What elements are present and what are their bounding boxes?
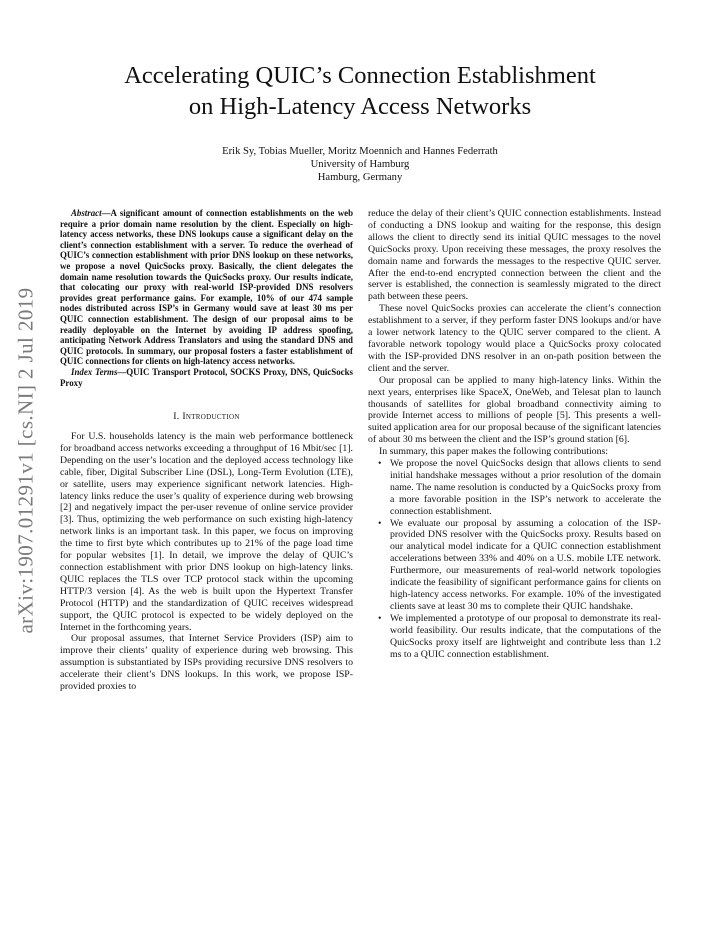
author-block (60, 145, 660, 184)
list-item-text: We implemented a prototype of our proposal to demonstrate its real-world feasibility. Our results indicate, that the computations of the QuicSocks proxy itself are lightweight and contribute less than 1.2 ms to a QUIC connection establishment. (390, 612, 661, 660)
list-item-text: We evaluate our proposal by assuming a colocation of the ISP-provided DNS resolver with the QuicSocks proxy. Results based on our analytical model indicate for a QUIC connection establishment accelerations between 33% and 40% on a U.S. mobile LTE network. Furthermore, our measurements of real-world network topologies indicate the feasibility of significant performance gains for clients on high-latency access networks. For example. 10% of the investigated clients save at least 30 ms to complete their QUIC handshake. (390, 517, 661, 612)
list-item-text: We propose the novel QuicSocks design that allows clients to send initial handshake messages without a prior resolution of the domain name. The name resolution is conducted by a QuicSocks proxy from a more favorable position in the ISP’s network to accelerate the connection establishment. (390, 458, 661, 517)
author-names: Erik Sy, Tobias Mueller, Moritz Moennich and Hannes Federrath (222, 146, 498, 157)
list-item (368, 458, 661, 518)
author-location: Hamburg, Germany (317, 172, 403, 183)
paper-title (60, 60, 660, 122)
right-column (368, 208, 661, 660)
intro-paragraph-4: These novel QuicSocks proxies can accelerate the client’s connection establishment to a server, if they perform faster DNS lookups and/or have a lower network latency to the QUIC server compared to the client. A favorable network topology would place a QuicSocks proxy colocated with the ISP-provided DNS resolver in an on-path position between the client and the server. (368, 303, 661, 374)
abstract-text: —A significant amount of connection establishments on the web require a prior domain name resolution by the client. Especially on high-latency access networks, these DNS lookups cause a significant delay on the client’s connection establishment with a server. To reduce the overhead of QUIC’s connection establishment with prior DNS lookup on these networks, we propose a novel QuicSocks proxy. Basically, the client delegates the domain name resolution towards the QuicSocks proxy. Our results indicate, that colocating our proxy with real-world ISP-provided DNS resolvers provides great performance gains. For example, 10% of our 474 sample nodes distributed across ISP’s in Germany would save at least 30 ms per QUIC connection establishment. The design of our proposal aims to be readily deployable on the Internet by avoiding IP address spoofing, anticipating Network Address Translators and using the standard DNS and QUIC protocols. In summary, our proposal fosters a faster establishment of QUIC connections for clients on high-latency access networks. (60, 208, 353, 367)
abstract (60, 208, 353, 367)
left-column (60, 208, 353, 693)
bullet-icon: • (378, 517, 382, 529)
bullet-icon: • (378, 458, 382, 470)
arxiv-identifier-stamp (2, 285, 50, 635)
index-terms (60, 367, 353, 388)
intro-paragraph-3: reduce the delay of their client’s QUIC connection establishments. Instead of conducting a DNS lookup and waiting for the response, this design allows the client to directly send its initial QUIC messages to the novel QuicSocks proxy. Upon receiving these messages, the proxy resolves the domain name and forwards the messages to the respective QUIC server. After the end-to-end encrypted connection between the client and the server is established, the connection is seamlessly migrated to the direct path between these peers. (368, 208, 661, 303)
section-title: Introduction (182, 411, 240, 423)
paper-title-line-1: Accelerating QUIC’s Connection Establishment (124, 62, 596, 89)
paper-title-line-2: on High-Latency Access Networks (188, 93, 532, 120)
intro-paragraph-1: For U.S. households latency is the main web performance bottleneck for broadband access networks exceeding a throughput of 16 Mbit/sec [1]. Depending on the user’s location and the deployed access technology like cable, fiber, Digital Subscriber Line (DSL), Long-Term Evolution (LTE), or satellite, users may experience significant network latencies. High-latency links reduce the user’s quality of experience during web browsing [2] and negatively impact the per-user revenue of online service provider [3]. Thus, optimizing the web performance on such existing high-latency network links is an important task. In this paper, we focus on improving the time to first byte which contributes up to 21% of the page load time for popular websites [1]. In detail, we improve the delay of QUIC’s connection establishment with prior DNS lookup on high-latency links. QUIC replaces the TLS over TCP protocol stack within the upcoming HTTP/3 version [4]. As the web is built upon the Hypertext Transfer Protocol (HTTP) and the standardization of QUIC receives widespread support, the QUIC protocol is expected to be widely deployed on the Internet in the forthcoming years. (60, 431, 353, 633)
section-number: I. (173, 411, 183, 423)
contributions-list (368, 458, 661, 660)
list-item (368, 518, 661, 613)
arxiv-identifier: arXiv:1907.01291v1 [cs.NI] 2 Jul 2019 (13, 286, 38, 634)
intro-paragraph-6: In summary, this paper makes the following contributions: (379, 446, 609, 458)
author-affiliation: University of Hamburg (310, 159, 410, 170)
intro-paragraph-5: Our proposal can be applied to many high-latency links. Within the next years, enterprises like SpaceX, OneWeb, and Telesat plan to launch thousands of satellites for global broadband connectivity aiming to provide Internet access to millions of people [5]. This presents a well-suited application area for our proposal because of the significant latencies of about 30 ms between the client and the ISP’s ground station [6]. (368, 374, 661, 446)
bullet-icon: • (378, 612, 382, 624)
intro-paragraph-2: Our proposal assumes, that Internet Service Providers (ISP) aim to improve their clients’ quality of experience during web browsing. This assumption is substantiated by ISPs providing recursive DNS resolvers to accelerate their client’s DNS lookups. In this work, we propose ISP-provided proxies to (60, 633, 353, 693)
list-item (368, 613, 661, 661)
section-heading-introduction (60, 411, 353, 423)
index-terms-lead: Index Terms (71, 366, 118, 377)
index-terms-text: —QUIC Transport Protocol, SOCKS Proxy, DNS, QuicSocks Proxy (60, 366, 353, 388)
abstract-lead: Abstract (71, 208, 102, 218)
